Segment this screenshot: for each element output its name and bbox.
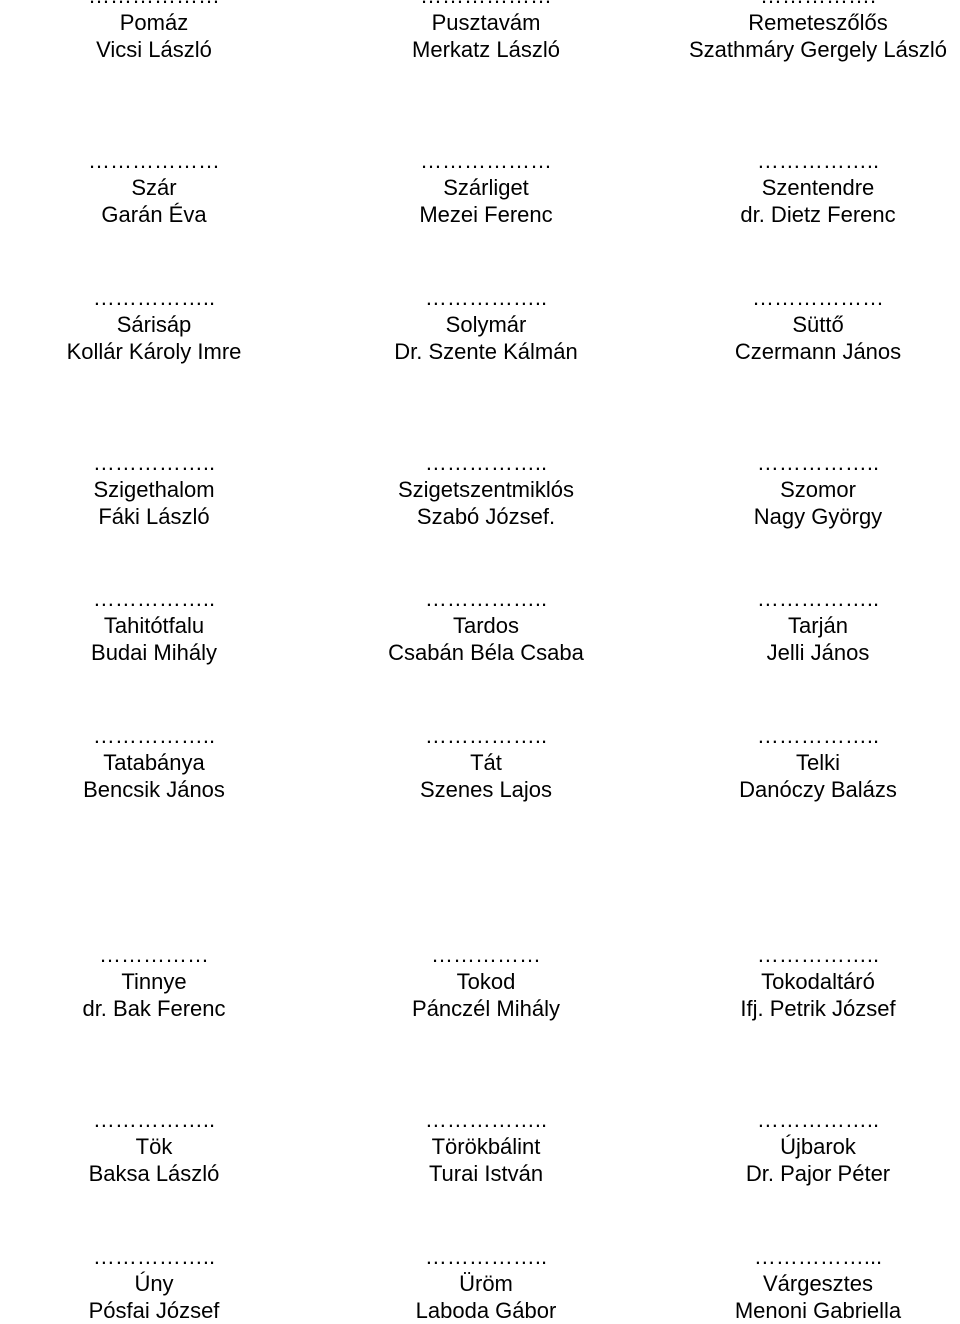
signature-block	[658, 1106, 960, 1187]
mayor-name: Turai István	[428, 1161, 544, 1186]
signature-block	[326, 1106, 646, 1187]
settlement-name: Szár	[131, 175, 177, 200]
signature-line: ……………..	[424, 285, 548, 310]
settlement-name: Telki	[795, 750, 840, 775]
mayor-name: Mezei Ferenc	[419, 202, 553, 227]
signature-block	[0, 449, 314, 530]
mayor-name: Jelli János	[766, 640, 870, 665]
settlement-name: Törökbálint	[431, 1134, 541, 1159]
mayor-name: Danóczy Balázs	[739, 777, 897, 802]
signature-line: ……………..	[92, 450, 216, 475]
mayor-name: Menoni Gabriella	[734, 1298, 902, 1323]
mayor-name: Szathmáry Gergely László	[689, 37, 947, 62]
signature-block	[326, 1243, 646, 1324]
mayor-name: Pósfai József	[88, 1298, 220, 1323]
signature-block	[658, 941, 960, 1022]
signature-block	[326, 147, 646, 228]
mayor-name: Csabán Béla Csaba	[388, 640, 584, 665]
signature-line: ……………..	[92, 586, 216, 611]
signature-line: ……………..	[92, 285, 216, 310]
signature-line: ……………..	[756, 942, 880, 967]
signature-line: ……………..	[92, 723, 216, 748]
settlement-name: Szigethalom	[93, 477, 215, 502]
settlement-name: Tahitótfalu	[103, 613, 205, 638]
mayor-name: Kollár Károly Imre	[66, 339, 242, 364]
signature-block	[658, 722, 960, 803]
settlement-name: Tardos	[452, 613, 520, 638]
signature-line: ……………..	[424, 1244, 548, 1269]
signature-line: ……………..	[424, 586, 548, 611]
mayor-name: Budai Mihály	[91, 640, 217, 665]
signature-line: ……………..	[756, 450, 880, 475]
signature-line: ……………..	[756, 148, 880, 173]
settlement-name: Süttő	[792, 312, 844, 337]
settlement-name: Úny	[134, 1271, 174, 1296]
settlement-name: Üröm	[459, 1271, 513, 1296]
signature-line: ………………	[420, 148, 552, 173]
settlement-name: Remeteszőlős	[748, 10, 888, 35]
signature-block	[0, 147, 314, 228]
settlement-name: Várgesztes	[762, 1271, 874, 1296]
settlement-name: Tatabánya	[103, 750, 205, 775]
settlement-name: Tarján	[788, 613, 848, 638]
signature-block	[0, 585, 314, 666]
settlement-name: Solymár	[445, 312, 527, 337]
settlement-name: Tinnye	[121, 969, 187, 994]
signature-line: ……………..	[424, 450, 548, 475]
signature-block	[658, 284, 960, 365]
signature-block	[0, 1106, 314, 1187]
mayor-name: Garán Éva	[101, 202, 207, 227]
mayor-name: Baksa László	[88, 1161, 220, 1186]
settlement-name: Tát	[470, 750, 502, 775]
signature-block	[0, 0, 314, 63]
signature-line: ……………..	[756, 586, 880, 611]
signature-block	[326, 0, 646, 63]
mayor-name: Merkatz László	[412, 37, 560, 62]
mayor-name: Ifj. Petrik József	[740, 996, 896, 1021]
mayor-name: Szenes Lajos	[419, 777, 553, 802]
signature-line: ……………..	[92, 1244, 216, 1269]
signature-line: ……………	[431, 942, 541, 967]
signature-line: ……………..	[424, 1107, 548, 1132]
signature-block	[658, 1243, 960, 1324]
signature-line: ……………...	[753, 1244, 883, 1269]
mayor-name: Pánczél Mihály	[412, 996, 560, 1021]
settlement-name: Szárliget	[443, 175, 529, 200]
signature-block	[658, 147, 960, 228]
signature-block	[658, 449, 960, 530]
signature-line: ……………..	[92, 1107, 216, 1132]
settlement-name: Tokodaltáró	[761, 969, 875, 994]
mayor-name: Nagy György	[753, 504, 883, 529]
signature-line: ……………..	[756, 723, 880, 748]
signature-line	[326, 0, 646, 9]
settlement-name: Szomor	[780, 477, 856, 502]
settlement-name: Sárisáp	[116, 312, 192, 337]
mayor-name: Szabó József.	[416, 504, 556, 529]
signature-line: ………………	[88, 148, 220, 173]
settlement-name: Szentendre	[761, 175, 875, 200]
mayor-name: Dr. Pajor Péter	[745, 1161, 891, 1186]
signature-line: ……………	[99, 942, 209, 967]
signature-block	[658, 585, 960, 666]
settlement-name: Tokod	[456, 969, 516, 994]
mayor-name: Laboda Gábor	[415, 1298, 557, 1323]
signature-block	[326, 941, 646, 1022]
signature-block	[326, 449, 646, 530]
mayor-name: Czermann János	[734, 339, 902, 364]
signature-block	[0, 1243, 314, 1324]
settlement-name: Pomáz	[119, 10, 189, 35]
mayor-name: Bencsik János	[83, 777, 225, 802]
signature-block	[0, 284, 314, 365]
signature-block	[326, 585, 646, 666]
mayor-name: Vicsi László	[96, 37, 212, 62]
mayor-name: dr. Dietz Ferenc	[740, 202, 896, 227]
signature-line	[658, 0, 960, 9]
signature-block	[0, 722, 314, 803]
mayor-name: Fáki László	[98, 504, 210, 529]
signature-line	[0, 0, 314, 9]
signature-line: ……………..	[756, 1107, 880, 1132]
mayor-name: Dr. Szente Kálmán	[394, 339, 578, 364]
signature-block	[326, 722, 646, 803]
settlement-name: Pusztavám	[431, 10, 541, 35]
signature-block	[0, 941, 314, 1022]
mayor-name: dr. Bak Ferenc	[82, 996, 226, 1021]
settlement-name: Újbarok	[780, 1134, 856, 1159]
settlement-name: Tök	[135, 1134, 173, 1159]
signature-line: ………………	[752, 285, 884, 310]
settlement-name: Szigetszentmiklós	[397, 477, 575, 502]
signature-block	[658, 0, 960, 63]
signature-block	[326, 284, 646, 365]
signature-line: ……………..	[424, 723, 548, 748]
